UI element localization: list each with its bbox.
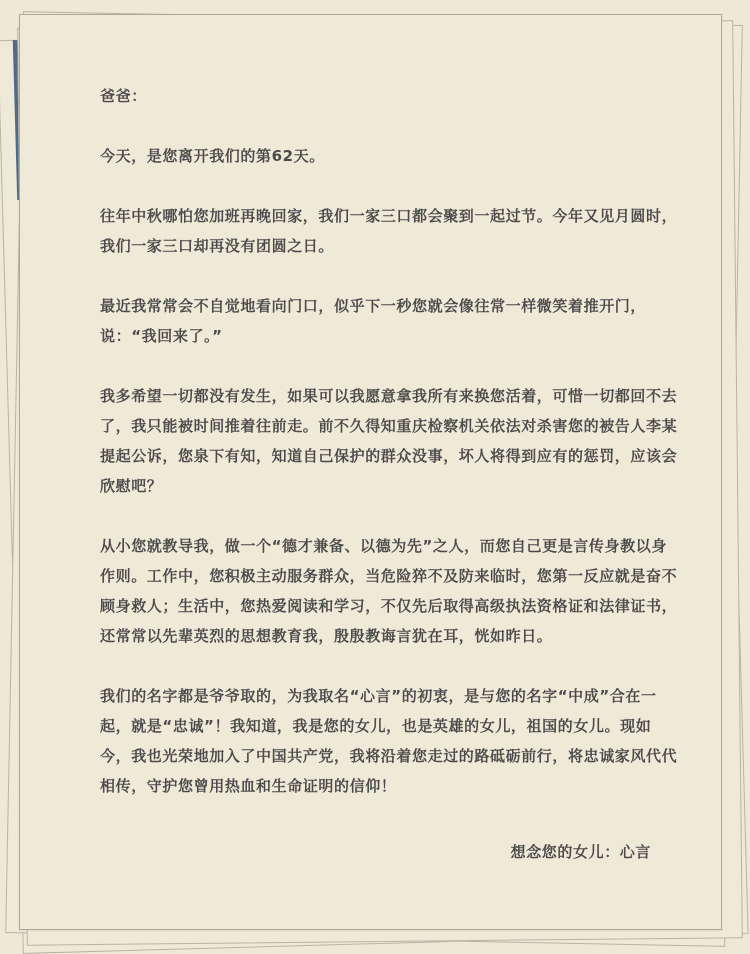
letter-paragraph-4: 我多希望一切都没有发生，如果可以我愿意拿我所有来换您活着，可惜一切都回不去了，我只能被时间推着往前走。前不久得知重庆检察机关依法对杀害您的被告人李某提起公诉，您泉下有知，知道自己保护的群众没事，坏人将得到应有的惩罚，应该会欣慰吧？ xyxy=(100,387,678,495)
letter-salutation: 爸爸： xyxy=(100,87,147,105)
letter-body xyxy=(100,81,680,831)
letter-paragraph-1: 今天，是您离开我们的第62天。 xyxy=(100,147,325,165)
letter-paragraph-2: 往年中秋哪怕您加班再晚回家，我们一家三口都会聚到一起过节。今年又见月圆时，我们一家三口却再没有团圆之日。 xyxy=(100,207,678,255)
letter-signature: 想念您的女儿：心言 xyxy=(510,843,651,861)
letter-paragraph-3: 最近我常常会不自觉地看向门口，似乎下一秒您就会像往常一样微笑着推开门，说：“我回来了。” xyxy=(100,297,647,345)
letter-paragraph-5: 从小您就教导我，做一个“德才兼备、以德为先”之人，而您自己更是言传身教以身作则。工作中，您积极主动服务群众，当危险猝不及防来临时，您第一反应就是奋不顾身救人；生活中，您热爱阅读和学习，不仅先后取得高级执法资格证和法律证书，还常常以先辈英烈的思想教育我，殷殷教诲言犹在耳，恍如昨日。 xyxy=(100,537,678,645)
letter-paragraph-6: 我们的名字都是爷爷取的，为我取名“心言”的初衷，是与您的名字“中成”合在一起，就是“忠诚”！我知道，我是您的女儿，也是英雄的女儿，祖国的女儿。现如今，我也光荣地加入了中国共产党，我将沿着您走过的路砥砺前行，将忠诚家风代代相传，守护您曾用热血和生命证明的信仰！ xyxy=(100,687,678,795)
letter-page xyxy=(19,14,722,930)
